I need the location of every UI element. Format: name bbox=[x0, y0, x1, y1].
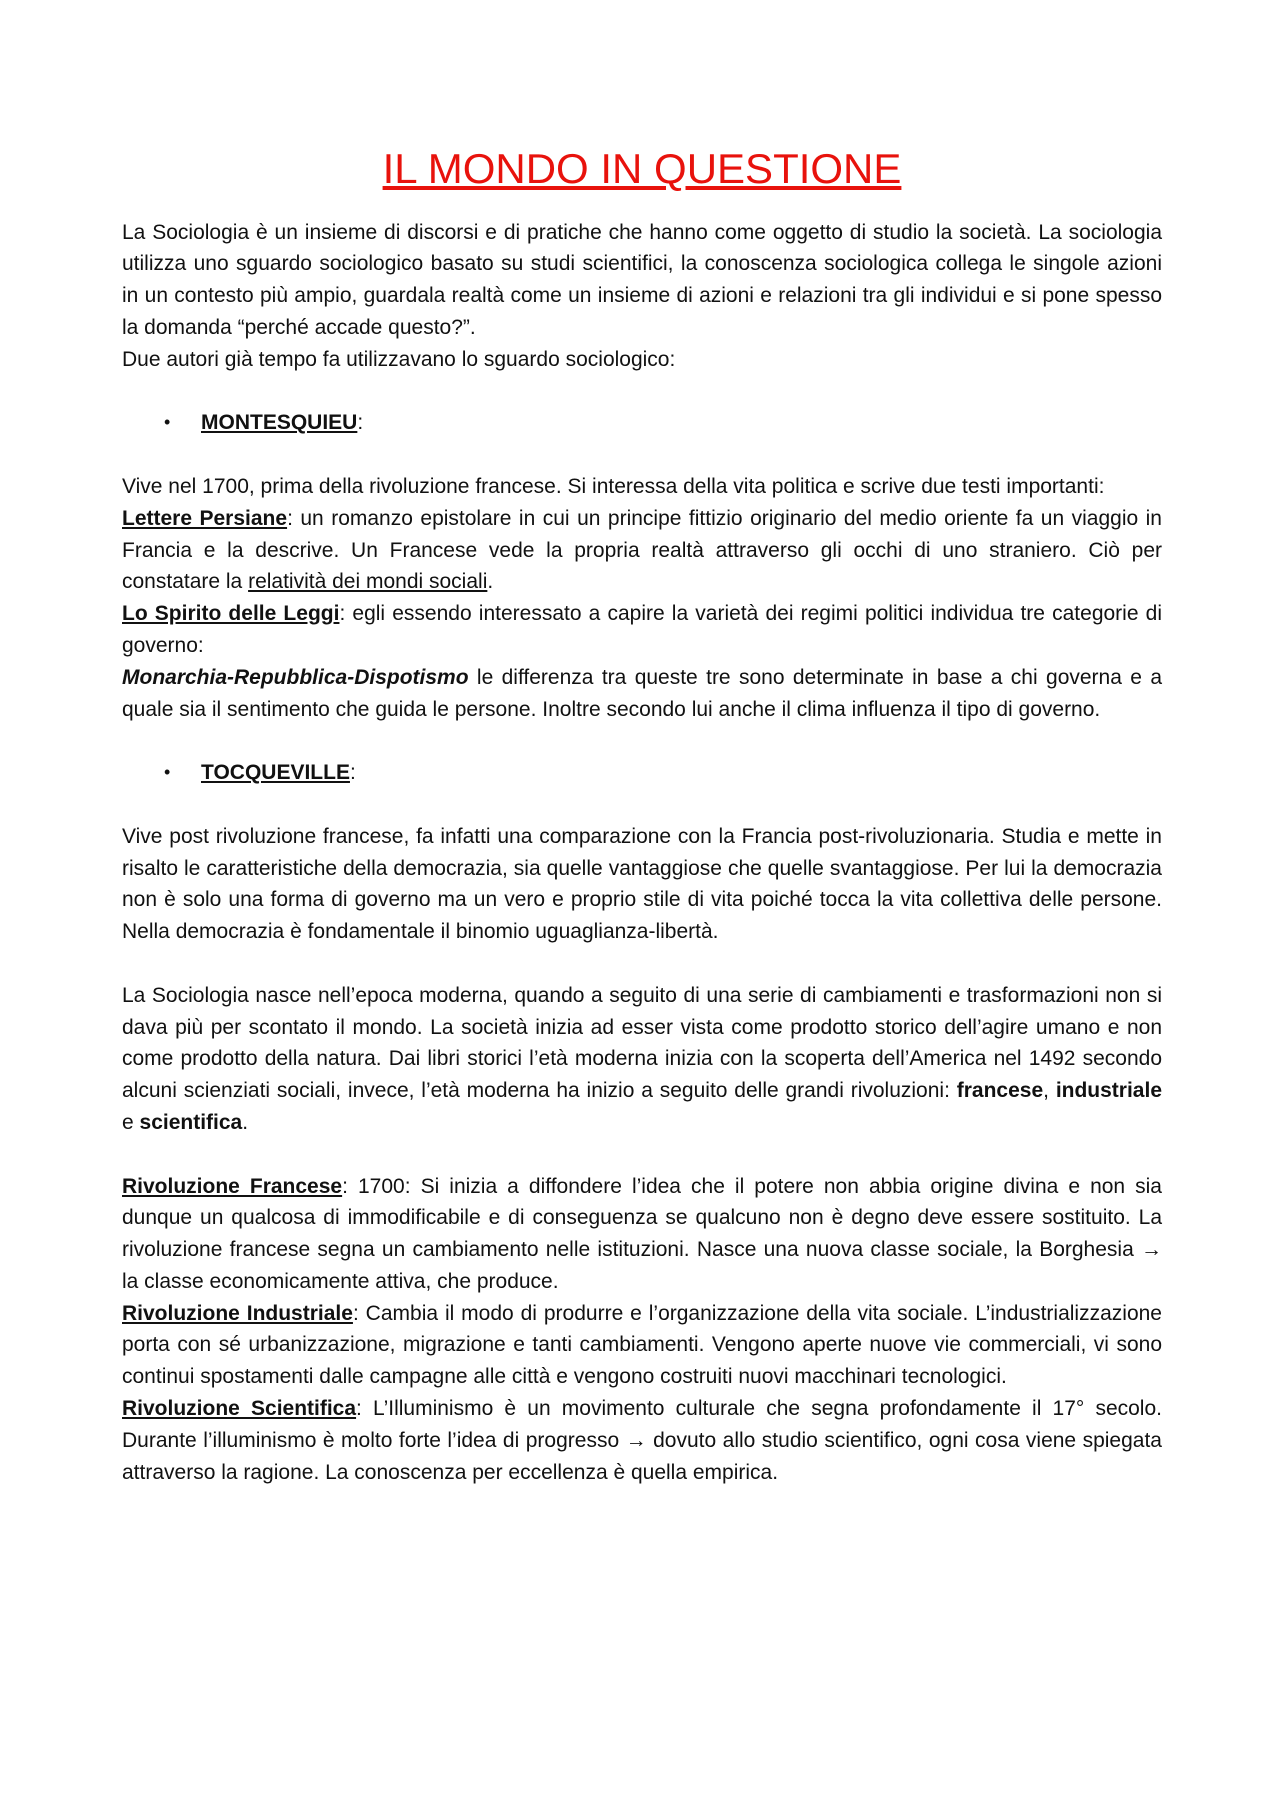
spirito-leggi-paragraph bbox=[122, 598, 1162, 662]
modern-era-paragraph bbox=[122, 980, 1162, 1139]
montesquieu-bullet-item bbox=[122, 407, 1162, 439]
tocqueville-bullet-item bbox=[122, 757, 1162, 789]
spirito-leggi-text: : egli essendo interessato a capire la varietà dei regimi politici individua tre categorie di governo: bbox=[122, 602, 1163, 657]
modern-end: . bbox=[242, 1110, 249, 1134]
modern-sep-2: e bbox=[122, 1110, 140, 1134]
spacer bbox=[122, 725, 1162, 757]
rivoluzione-industriale-text: : Cambia il modo di produrre e l’organizzazione della vita sociale. L’industrializzazione porta con sé urbanizzazione, migrazione e tanti cambiamenti. Vengono aperte nuove vie commerciali, vi sono continui spostamenti dalle campagne alle città e vengono costruiti nuovi macchinari tecnologici. bbox=[122, 1301, 1162, 1389]
relativita-underlined: relatività dei mondi sociali bbox=[248, 570, 488, 594]
rivoluzione-scientifica-paragraph bbox=[122, 1393, 1162, 1488]
page-title: IL MONDO IN QUESTIONE bbox=[382, 145, 902, 192]
rivoluzione-industriale-paragraph bbox=[122, 1298, 1162, 1393]
rivoluzione-scientifica-text: : L’Illuminismo è un movimento culturale che segna profondamente il 17° secolo. Durante l’illuminismo è molto forte l’idea di progresso → dovuto allo studio scientifico, ogni cosa viene spiegata attraverso la ragione. La conoscenza per eccellenza è quella empirica. bbox=[122, 1397, 1162, 1484]
bullet-dot-icon: • bbox=[164, 412, 171, 433]
document-page bbox=[122, 145, 1163, 1488]
forms-of-government-paragraph bbox=[122, 662, 1162, 726]
forms-of-government-label: Monarchia-Repubblica-Dispotismo bbox=[122, 665, 469, 689]
rivoluzione-francese-text: : 1700: Si inizia a diffondere l’idea che il potere non abbia origine divina e non sia dunque un qualcosa di immodificabile e di conseguenza se qualcuno non è degno deve essere sostituito. La rivoluzione francese segna un cambiamento nelle istituzioni. Nasce una nuova classe sociale, la Borghesia → la classe economicamente attiva, che produce. bbox=[122, 1174, 1162, 1293]
tocqueville-heading: TOCQUEVILLE bbox=[201, 761, 350, 785]
montesquieu-paragraph: Vive nel 1700, prima della rivoluzione francese. Si interessa della vita politica e scrive due testi importanti: bbox=[122, 474, 1105, 498]
tocqueville-paragraph: Vive post rivoluzione francese, fa infatti una comparazione con la Francia post-rivoluzionaria. Studia e mette in risalto le caratteristiche della democrazia, sia quelle vantaggiose che quelle svantaggiose. Per lui la democrazia non è solo una forma di governo ma un vero e proprio stile di vita poiché tocca la vita collettiva delle persone. Nella democrazia è fondamentale il binomio uguaglianza-libertà. bbox=[122, 824, 1162, 944]
revolution-industriale-bold: industriale bbox=[1055, 1079, 1163, 1103]
modern-sep-1: , bbox=[1043, 1079, 1056, 1103]
lettere-persiane-text: : un romanzo epistolare in cui un principe fittizio originario del medio oriente fa un viaggio in Francia e la descrive. Un Francese vede la propria realtà attraverso gli occhi di uno straniero. Ciò per constatare la bbox=[122, 506, 1162, 594]
rivoluzione-francese-label: Rivoluzione Francese bbox=[122, 1174, 343, 1198]
intro-authors-line: Due autori già tempo fa utilizzavano lo sguardo sociologico: bbox=[122, 347, 676, 371]
rivoluzione-scientifica-label: Rivoluzione Scientifica bbox=[122, 1397, 357, 1421]
spacer bbox=[122, 376, 1162, 408]
spacer bbox=[122, 789, 1162, 821]
rivoluzione-francese-paragraph bbox=[122, 1171, 1162, 1298]
lettere-persiane-end: . bbox=[487, 570, 494, 594]
montesquieu-heading-colon: : bbox=[357, 411, 364, 435]
lettere-persiane-paragraph bbox=[122, 503, 1162, 598]
revolution-francese-bold: francese bbox=[956, 1079, 1044, 1103]
spacer bbox=[122, 1139, 1162, 1171]
montesquieu-heading: MONTESQUIEU bbox=[201, 411, 358, 435]
intro-paragraph: La Sociologia è un insieme di discorsi e di pratiche che hanno come oggetto di studio la società. La sociologia utilizza uno sguardo sociologico basato su studi scientifici, la conoscenza sociologica collega le singole azioni in un contesto più ampio, guardala realtà come un insieme di azioni e relazioni tra gli individui e si pone spesso la domanda “perché accade questo?”. bbox=[122, 220, 1162, 339]
forms-of-government-text: le differenza tra queste tre sono determinate in base a chi governa e a quale sia il sentimento che guida le persone. Inoltre secondo lui anche il clima influenza il tipo di governo. bbox=[122, 665, 1162, 721]
bullet-dot-icon: • bbox=[164, 762, 171, 783]
spacer bbox=[122, 948, 1162, 980]
spacer bbox=[122, 439, 1162, 471]
lettere-persiane-label: Lettere Persiane bbox=[122, 506, 288, 530]
tocqueville-heading-colon: : bbox=[349, 761, 356, 785]
revolution-scientifica-bold: scientifica bbox=[139, 1110, 243, 1134]
modern-era-text: La Sociologia nasce nell’epoca moderna, quando a seguito di una serie di cambiamenti e trasformazioni non si dava più per scontato il mondo. La società inizia ad esser vista come prodotto storico dell’agire umano e non come prodotto della natura. Dai libri storici l’età moderna inizia con la scoperta dell’America nel 1492 secondo alcuni scienziati sociali, invece, l’età moderna ha inizio a seguito delle grandi rivoluzioni: bbox=[122, 983, 1162, 1103]
rivoluzione-industriale-label: Rivoluzione Industriale bbox=[122, 1301, 353, 1325]
spirito-leggi-label: Lo Spirito delle Leggi bbox=[122, 602, 340, 626]
